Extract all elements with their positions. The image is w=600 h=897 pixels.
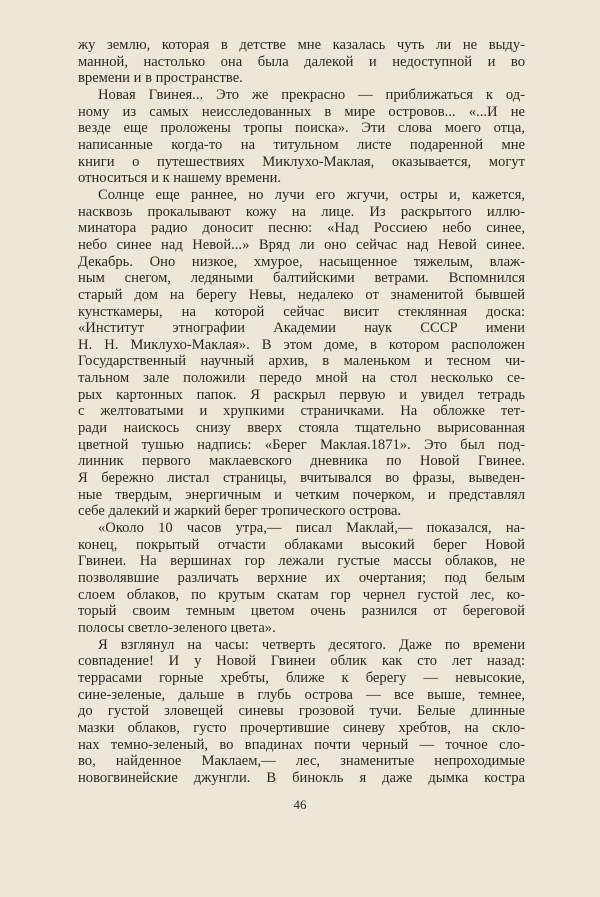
text-line: нах темно-зеленый, во впадинах почти черный — точное сло- (78, 736, 525, 753)
text-line: тальном зале положили передо мной на стол несколько се- (78, 370, 525, 387)
text-line: торый своим темным цветом очень разнился от береговой (78, 603, 525, 620)
text-line: Я взглянул на часы: четверть десятого. Даже по времени (98, 636, 525, 653)
text-line: «Институт этнографии Академии наук СССР имени (78, 320, 525, 337)
text-line: мазки облаков, густо прочертившие синеву хребтов, на скло- (78, 719, 525, 736)
text-line: во, найденное Маклаем,— лес, знаменитые непроходимые (78, 753, 525, 770)
text-line: линник первого маклаевского дневника по Новой Гвинее. (78, 453, 525, 470)
text-line: террасами горные хребты, ближе к берегу — невысокие, (78, 669, 525, 686)
text-line: себе далекий и жаркий берег тропического острова. (78, 503, 402, 520)
text-line: новогвинейские джунгли. В бинокль я даже дымка костра (78, 769, 525, 786)
text-line: цветной тушью надпись: «Берег Маклая.1871». Это был под- (78, 436, 525, 453)
text-line: Гвинеи. На вершинах гор лежали густые массы облаков, не (78, 553, 525, 570)
text-line: кунсткамеры, на которой сейчас висит стеклянная доска: (78, 303, 525, 320)
text-line: Я бережно листал страницы, вчитывался во фразы, выведен- (78, 470, 525, 487)
text-line: слоем облаков, по крутым скатам гор чернел густой лес, ко- (78, 586, 525, 603)
text-line: полосы светло-зеленого цвета». (78, 619, 276, 636)
text-line: написанные когда-то на титульном листе подаренной мне (78, 136, 525, 153)
text-line: книги о путешествиях Миклухо-Маклая, оказывается, могут (78, 153, 525, 170)
text-line: насквозь прокалывают кожу на лице. Из раскрытого иллю- (78, 203, 525, 220)
page-number: 46 (293, 797, 307, 812)
text-line: времени и в пространстве. (78, 70, 243, 87)
text-line: рых картонных папок. Я раскрыл первую и увидел тетрадь (78, 386, 525, 403)
text-line: позволявшие различать верхние их очертания; под белым (78, 570, 525, 586)
text-line: ным снегом, ледяными балтийскими ветрами. Вспомнился (78, 270, 525, 287)
text-line: конец, покрытый отчасти облаками высокий берег Новой (78, 536, 525, 553)
text-line: Государственный научный архив, в маленьком и тесном чи- (78, 353, 525, 370)
text-line: с желтоватыми и хрупкими страничками. На обложке тет- (78, 403, 525, 420)
text-line: относиться и к нашему времени. (78, 170, 282, 187)
text-line: манной, настолько она была далекой и недоступной и во (78, 53, 525, 70)
text-line: ради наискось снизу вверх стояла тщательно вырисованная (78, 420, 525, 437)
text-line: ному из самых неисследованных в мире островов... «...И не (78, 103, 525, 120)
text-line: Солнце еще раннее, но лучи его жгучи, остры и, кажется, (98, 186, 525, 203)
text-line: старый дом на берегу Невы, недалеко от знаменитой бывшей (78, 286, 525, 303)
text-line: совпадение! И у Новой Гвинеи облик как сто лет назад: (78, 653, 525, 670)
text-line: до густой зловещей синевы грозовой тучи. Белые длинные (78, 703, 525, 720)
text-line: Декабрь. Оно низкое, хмурое, насыщенное тяжелым, влаж- (78, 253, 525, 270)
text-line: везде еще проложены тропы поиска». Эти слова моего отца, (78, 120, 525, 137)
body-text (78, 37, 525, 787)
text-line: небо синее над Невой...» Вряд ли оно сейчас над Невой синее. (78, 236, 525, 253)
text-line: Н. Н. Миклухо-Маклая». В этом доме, в котором расположен (78, 336, 525, 353)
text-line: жу землю, которая в детстве мне казалась чуть ли не выду- (78, 37, 525, 53)
text-line: сине-зеленые, дальше в глубь острова — все выше, темнее, (78, 686, 525, 703)
text-line: ные твердым, энергичным и четким почерком, и представлял (78, 486, 525, 503)
text-line: минатора радио доносит песню: «Над Россиею небо синее, (78, 220, 525, 237)
text-line: «Около 10 часов утра,— писал Маклай,— показался, на- (98, 520, 525, 537)
text-line: Новая Гвинея... Это же прекрасно — приближаться к од- (98, 86, 525, 103)
